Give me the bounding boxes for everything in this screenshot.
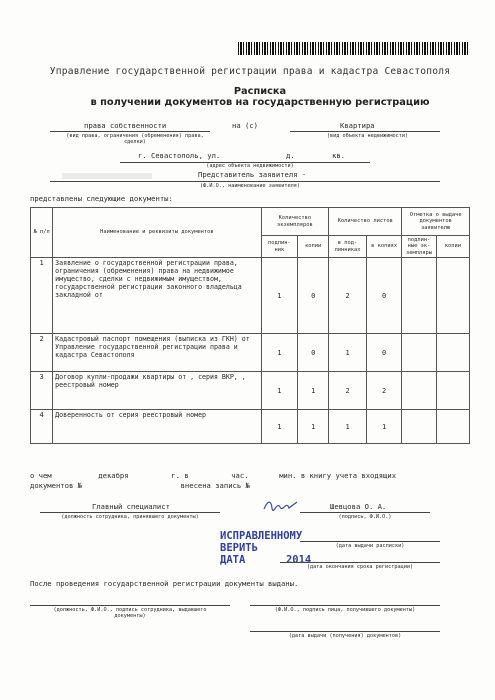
row-copy: 0 — [298, 258, 329, 334]
row-name: Доверенность от серия реестровый номер — [53, 410, 261, 444]
receipt-text-2: г. в — [171, 471, 189, 480]
caption-issue-date-final: (дата выдачи (получения) документов) — [288, 633, 402, 639]
row-copy: 1 — [298, 372, 329, 410]
caption-specialist-name: (подпись, Ф.И.О.) — [338, 514, 392, 520]
stamp-line-2: ВЕРИТЬ — [220, 542, 258, 554]
receipt-line-1 — [30, 472, 470, 481]
caption-receiver: (Ф.И.О., подпись лица, получившего документы) — [274, 607, 416, 613]
title-line-1: Расписка — [233, 86, 287, 97]
row-orig: 1 — [261, 372, 298, 410]
caption-object-type: (вид объекта недвижимости) — [326, 133, 409, 139]
row-sheets-orig: 2 — [329, 258, 367, 334]
title-line-2: в получении документов на государственную регистрацию — [90, 97, 430, 108]
row-copy: 0 — [298, 334, 329, 372]
stamp-line-3: ДАТА — [220, 554, 246, 566]
caption-address: (адрес объекта недвижимости) — [206, 163, 294, 169]
caption-specialist-position: (должность сотрудника, принявшего документы) — [61, 514, 199, 520]
row-orig: 1 — [261, 410, 298, 444]
on-word: на (с) — [232, 121, 258, 130]
after-registration-text: После проведения государственной регистрации документы выданы. — [30, 579, 299, 588]
stamp-date: 2014 — [285, 554, 312, 566]
address-prefix: г. Севастополь, ул. — [138, 151, 221, 160]
header-name: Наименование и реквизиты документов — [53, 208, 261, 258]
caption-issuer: (должность, Ф.И.О., подпись сотрудника, выдавшего документы) — [53, 607, 207, 619]
receipt-text-6: внесена запись № — [180, 481, 250, 490]
row-sheets-orig: 2 — [329, 372, 367, 410]
agency-name: Управление государственной регистрации права и кадастра Севастополя — [49, 66, 451, 77]
receipt-line-2 — [30, 482, 250, 491]
applicant-text: Представитель заявителя - — [198, 170, 307, 179]
specialist-position: Главный специалист — [92, 502, 170, 511]
stamp-line-1: ИСПРАВЛЕННОМУ — [220, 530, 303, 542]
address-apt: кв. — [332, 151, 345, 160]
table-row — [31, 334, 470, 372]
header-returned: Отметка о выдаче документов заявителю — [402, 208, 470, 236]
caption-right-type: (вид права, ограничения (обременения) права, сделки) — [66, 133, 204, 145]
row-copy: 1 — [298, 410, 329, 444]
row-sheets-orig: 1 — [329, 410, 367, 444]
row-sheets-copy: 0 — [366, 334, 401, 372]
header-originals: подлин-ник — [261, 236, 298, 258]
documents-table — [30, 207, 470, 444]
correction-stamp — [220, 530, 311, 566]
row-sheets-orig: 1 — [329, 334, 367, 372]
receipt-text-5: документов № — [30, 481, 82, 490]
object-type: Квартира — [340, 121, 375, 130]
header-copies-count: Количество экземпляров — [261, 208, 329, 236]
header-sheets-count: Количество листов — [329, 208, 402, 236]
receipt-text-3: час. — [231, 471, 249, 480]
row-sheets-copy: 0 — [366, 258, 401, 334]
address-house: д. — [286, 151, 295, 160]
row-name: Заявление о государственной регистрации права, ограничения (обременения) права на недвижимое имущество, сделки с недвижимым имуществом, государственной регистрации законного владельца закладной от — [53, 258, 261, 334]
specialist-signature — [262, 498, 300, 512]
header-num: № п/п — [31, 208, 53, 258]
receipt-month: декабря — [98, 471, 129, 480]
document-title — [60, 86, 460, 108]
caption-applicant: (Ф.И.О., наименование заявителя) — [200, 183, 300, 189]
row-num: 2 — [31, 334, 53, 372]
row-name: Кадастровый паспорт помещения (выписка из ГКН) от Управление государственной регистрации права и кадастра Севастополя — [53, 334, 261, 372]
header-copies: копии — [298, 236, 329, 258]
row-sheets-copy: 2 — [366, 372, 401, 410]
row-num: 1 — [31, 258, 53, 334]
table-row — [31, 258, 470, 334]
row-name: Договор купли-продажи квартиры от , серия ВКР, , реестровый номер — [53, 372, 261, 410]
row-orig: 1 — [261, 334, 298, 372]
presented-label: представлены следующие документы: — [30, 194, 173, 203]
barcode — [238, 42, 468, 55]
receipt-text-4: мин. в книгу учета входящих — [279, 471, 397, 480]
header-in-originals: в под-линниках — [329, 236, 367, 258]
redacted-applicant — [62, 173, 152, 179]
caption-issue-date: (дата выдачи расписки) — [335, 543, 405, 549]
header-returned-copies: копии — [436, 236, 469, 258]
header-in-copies: в копиях — [366, 236, 401, 258]
right-type: права собственности — [84, 121, 167, 130]
row-num: 3 — [31, 372, 53, 410]
specialist-name: Шевцова О. А. — [330, 502, 387, 511]
row-sheets-copy: 1 — [366, 410, 401, 444]
row-num: 4 — [31, 410, 53, 444]
row-orig: 1 — [261, 258, 298, 334]
caption-end-date: (дата окончания срока регистрации) — [306, 564, 414, 570]
table-row — [31, 372, 470, 410]
header-orig-copies: подлин-ные эк-земпляры — [402, 236, 436, 258]
receipt-text-1: о чем — [30, 471, 52, 480]
table-row — [31, 410, 470, 444]
